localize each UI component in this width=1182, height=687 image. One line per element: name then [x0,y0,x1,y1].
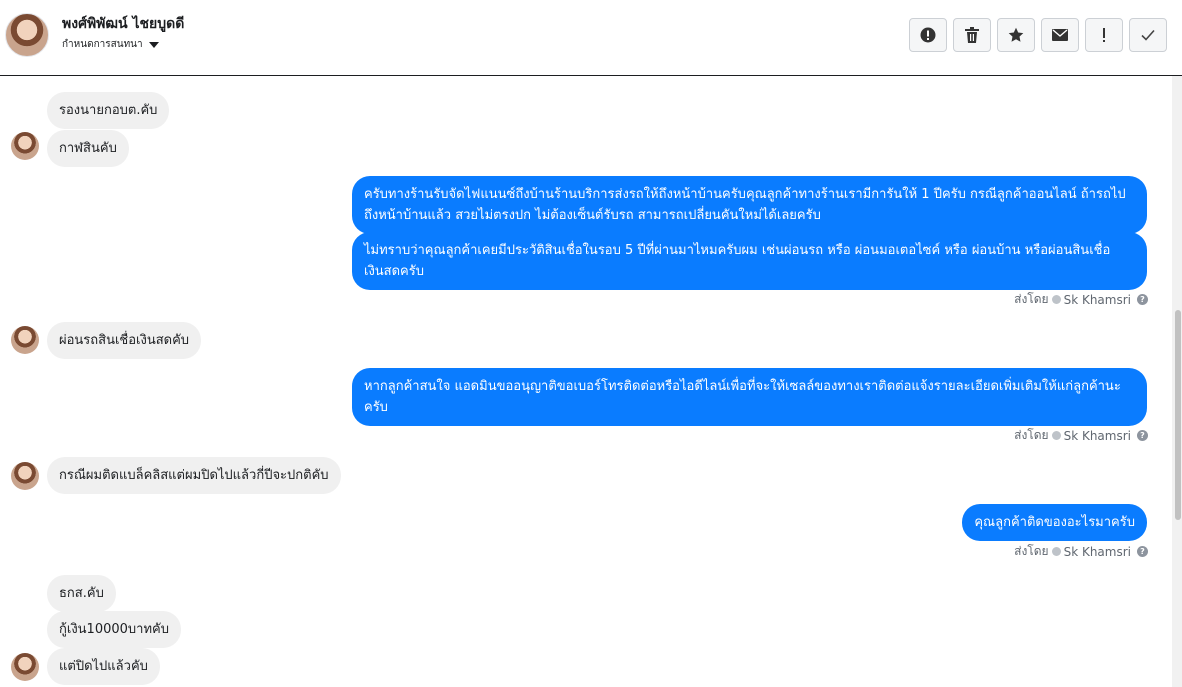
sender-avatar[interactable] [11,326,39,354]
scrollbar-thumb[interactable] [1175,310,1181,520]
caret-down-icon [149,42,159,48]
check-icon [1141,29,1155,41]
mark-done-button[interactable] [1129,18,1167,52]
message-bubble-outgoing: หากลูกค้าสนใจ แอดมินขออนุญาติขอเบอร์โทรติดต่อหรือไอดีไลน์เพื่อที่จะให้เซลล์ของทางเราติดต่อแจ้งรายละเอียดเพิ่มเติมให้แก่ลูกค้านะครับ [352,368,1147,426]
sent-by-prefix: ส่งโดย [1014,292,1049,306]
help-icon[interactable]: ? [1137,294,1148,305]
sent-by-label [1014,542,1148,561]
sent-by-prefix: ส่งโดย [1014,544,1049,558]
conversation-toolbar [909,18,1167,52]
message-bubble-incoming: ธกส.คับ [47,575,116,612]
exclamation-icon [1102,27,1106,43]
mark-spam-button[interactable] [909,18,947,52]
conversation-header [0,0,1182,76]
help-icon[interactable]: ? [1137,430,1148,441]
message-bubble-incoming: ผ่อนรถสินเชื่อเงินสดคับ [47,322,201,359]
message-bubble-incoming: กาฬสินคับ [47,130,129,167]
message-bubble-incoming: กรณีผมติดแบล็คลิสแต่ผมปิดไปแล้วกี่ปีจะปกติคับ [47,457,341,494]
mark-unread-button[interactable] [1041,18,1079,52]
message-bubble-incoming: รองนายกอบต.คับ [47,92,169,129]
message-thread[interactable] [0,76,1172,687]
trash-icon [965,27,979,43]
follow-up-button[interactable] [1085,18,1123,52]
sent-by-prefix: ส่งโดย [1014,428,1049,442]
exclamation-circle-icon [920,27,936,43]
sender-name[interactable]: Sk Khamsri [1063,292,1131,307]
sent-by-label [1014,426,1148,445]
contact-name[interactable]: พงศ์พิพัฒน์ ไชยบูดดี [62,16,185,32]
message-bubble-outgoing: คุณลูกค้าติดของอะไรมาครับ [962,504,1147,541]
sender-name[interactable]: Sk Khamsri [1063,544,1131,559]
message-bubble-outgoing: ไม่ทราบว่าคุณลูกค้าเคยมีประวัติสินเชื่อในรอบ 5 ปีที่ผ่านมาไหมครับผม เช่นผ่อนรถ หรือ ผ่อนมอเตอไซค์ หรือ ผ่อนบ้าน หรือผ่อนสินเชื่อเงินสดครับ [352,232,1147,290]
message-bubble-outgoing: ครับทางร้านรับจัดไฟแนนซ์ถึงบ้านร้านบริการส่งรถให้ถึงหน้าบ้านครับคุณลูกค้าทางร้านเรามีการันให้ 1 ปีครับ กรณีลูกค้าออนไลน์ ถ้ารถไปถึงหน้าบ้านแล้ว สวยไม่ตรงปก ไม่ต้องเซ็นต์รับรถ สามารถเปลี่ยนคันใหม่ได้เลยครับ [352,176,1147,234]
sender-name[interactable]: Sk Khamsri [1063,428,1131,443]
message-bubble-incoming: แต่ปิดไปแล้วคับ [47,648,160,685]
sent-by-label [1014,290,1148,309]
sender-avatar[interactable] [11,653,39,681]
delete-button[interactable] [953,18,991,52]
assign-label: กำหนดการสนทนา [62,39,143,50]
page-dot-icon [1052,547,1061,556]
star-icon [1008,27,1024,43]
page-dot-icon [1052,295,1061,304]
contact-avatar[interactable] [5,13,49,57]
help-icon[interactable]: ? [1137,546,1148,557]
message-bubble-incoming: กู้เงิน10000บาทคับ [47,611,181,648]
sender-avatar[interactable] [11,462,39,490]
sender-avatar[interactable] [11,132,39,160]
page-dot-icon [1052,431,1061,440]
assign-conversation-dropdown[interactable] [62,37,159,52]
envelope-icon [1052,29,1068,41]
star-button[interactable] [997,18,1035,52]
